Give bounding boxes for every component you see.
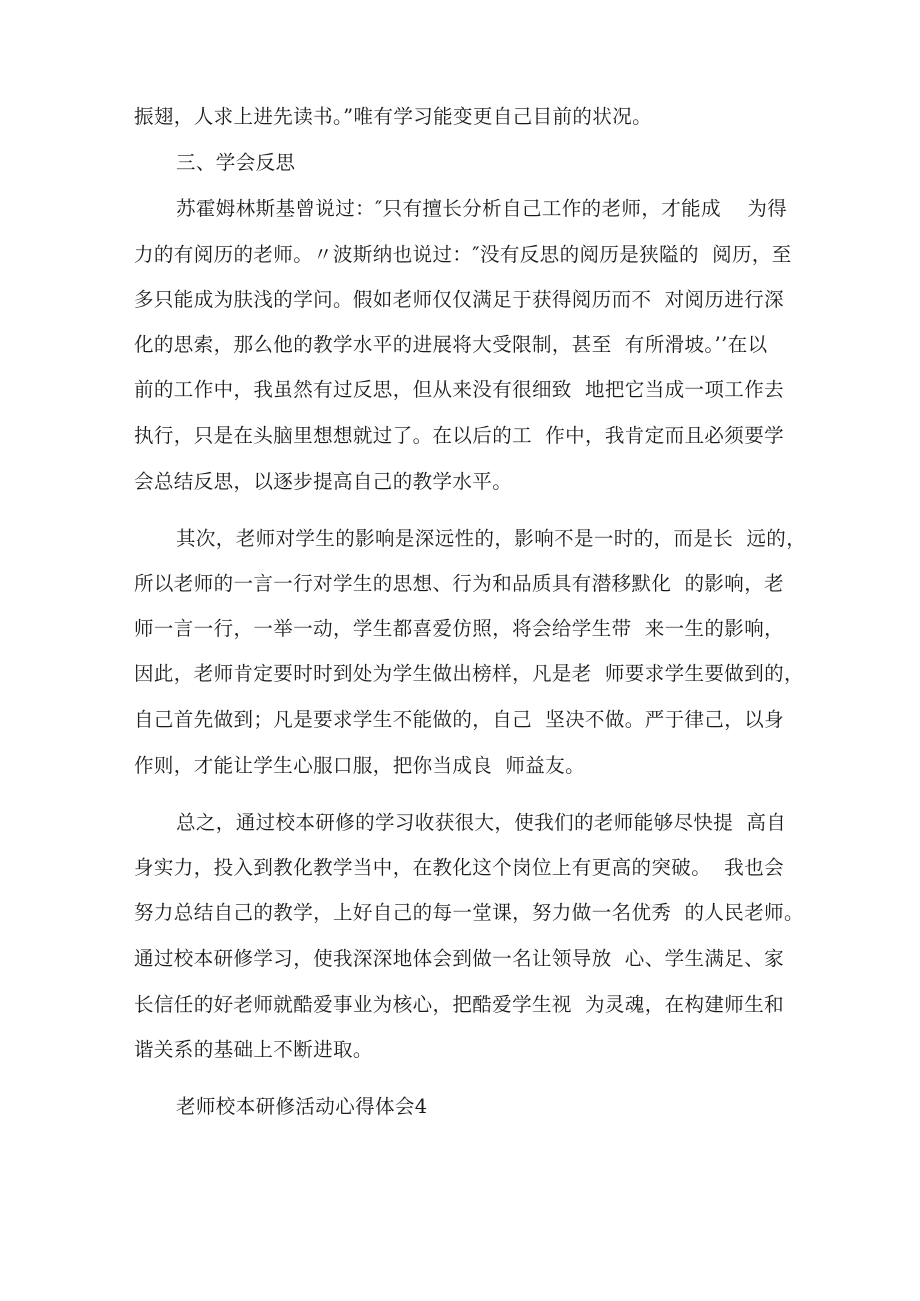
text-line-12: 师一言一行，一举一动，学生都喜爱仿照，将会给学生带 来一生的影响，: [134, 617, 784, 640]
text-line-18: 努力总结自己的教学，上好自己的每一堂课，努力做一名优秀 的人民老师。: [134, 901, 804, 924]
text-line-16: 总之，通过校本研修的学习收获很大，使我们的老师能够尽快提 高自: [176, 811, 787, 834]
text-line-19: 通过校本研修学习，使我深深地体会到做一名让领导放 心、学生满足、家: [134, 947, 784, 970]
text-line-21: 谐关系的基础上不断进取。: [134, 1038, 373, 1061]
text-line-1: 振翅，人求上进先读书。”唯有学习能变更自己目前的状况。: [134, 105, 653, 128]
text-line-5: 多只能成为肤浅的学问。假如老师仅仅满足于获得阅历而不 对阅历进行深: [134, 288, 784, 311]
text-line-3: 苏霍姆林斯基曾说过：″只有擅长分析自己工作的老师，才能成 为得: [176, 197, 788, 220]
text-line-15: 作则，才能让学生心服口服，把你当成良 师益友。: [134, 754, 585, 777]
section-heading-title-4: 老师校本研修活动心得体会4: [176, 1095, 428, 1118]
text-line-9: 会总结反思，以逐步提高自己的教学水平。: [134, 470, 513, 493]
text-line-7: 前的工作中，我虽然有过反思，但从来没有很细致 地把它当成一项工作去: [134, 378, 784, 401]
text-line-8: 执行，只是在头脑里想想就过了。在以后的工 作中，我肯定而且必须要学: [134, 424, 784, 447]
text-line-4: 力的有阅历的老师。〃波斯纳也说过：″没有反思的阅历是狭隘的 阅历，至: [134, 243, 792, 266]
text-line-10: 其次，老师对学生的影响是深远性的，影响不是一时的，而是长 远的，: [176, 527, 807, 550]
text-line-6: 化的思索，那么他的教学水平的进展将大受限制，甚至 有所滑坡。’’在以: [134, 333, 768, 356]
text-line-13: 因此，老师肯定要时时到处为学生做出榜样，凡是老 师要求学生要做到的，: [134, 662, 804, 685]
text-line-14: 自己首先做到；凡是要求学生不能做的，自己 坚决不做。严于律己，以身: [134, 708, 784, 731]
text-line-20: 长信任的好老师就酷爱事业为核心，把酷爱学生视 为灵魂，在构建师生和: [134, 993, 784, 1016]
text-line-11: 所以老师的一言一行对学生的思想、行为和品质具有潜移默化 的影响，老: [134, 572, 784, 595]
text-line-17: 身实力，投入到教化教学当中，在教化这个岗位上有更高的突破。 我也会: [134, 856, 784, 879]
section-heading-reflect: 三、学会反思: [176, 151, 296, 174]
